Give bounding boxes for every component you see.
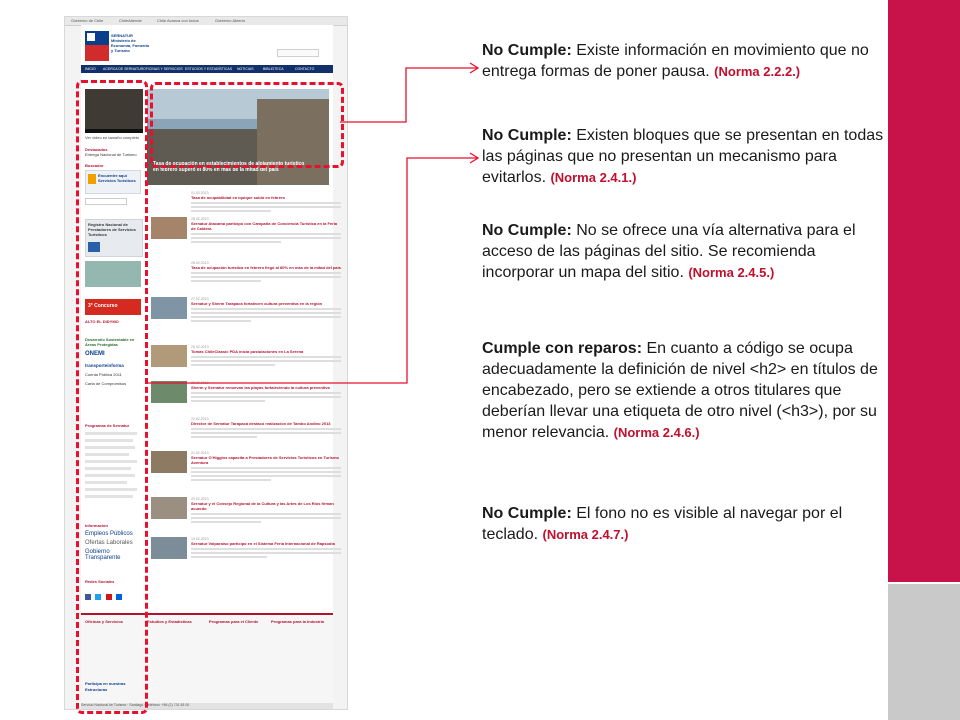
- finding-text: El fono no es visible al navegar por el teclado.: [482, 505, 843, 543]
- carta-compromisos-link[interactable]: Carta de Compromisos: [85, 381, 127, 386]
- hero-caption: Tasa de ocupación en establecimientos de alojamiento turístico en febrero superó el 80% en más de la mitad del país: [153, 161, 305, 173]
- annotation-arrow-1: [340, 63, 478, 122]
- finding-text: Existen bloques que se presentan en todas las páginas que no presentan un mecanismo para evitarlos.: [482, 127, 884, 186]
- news-item: 19.02.2013 Sernatur Valparaíso participó en el Sistema Feria Internacional de Rapsodia: [191, 537, 341, 558]
- annotation-arrow-2: [146, 153, 478, 383]
- finding-status: No Cumple:: [482, 505, 572, 522]
- news-title[interactable]: Sernatur Atacama participó con Campaña de Conciencia Turística en la Feria de Caldera: [191, 221, 338, 231]
- registro-label: Registro Nacional de Prestadores de Servicios Turísticos: [88, 222, 136, 237]
- news-item: 28.02.2013 Tasa de ocupación turística en febrero llegó al 80% en más de la mitad del país: [191, 261, 341, 282]
- topbar-link[interactable]: Chile Avanza con todos: [157, 18, 199, 23]
- empleos-link[interactable]: Empleos Públicos: [85, 531, 133, 537]
- finding-1: [482, 40, 886, 82]
- footer-bottom: Servicio Nacional de Turismo · Santiago · Teléfono: +56 (2) 731 83 00: [81, 703, 333, 710]
- logo-text: SERNATUR Ministerio de Economía, Fomento y Turismo: [111, 33, 150, 53]
- sidebar-heading: Destacados: [85, 147, 108, 152]
- news-title[interactable]: Tomas ChileClassic PDA inicia postulaciones en La Serena: [191, 349, 304, 354]
- news-item: 22.02.2013 Director de Sernatur Tarapacá destacó realización de Tambo Andino 2013: [191, 417, 341, 438]
- sidebar-link[interactable]: Entrega Nacional de Turismo: [85, 152, 137, 157]
- participa-link[interactable]: Participa en nuestras Estructuras: [85, 681, 126, 692]
- news-item: 20.02.2013 Sernatur y el Consejo Regional de la Cultura y las Artes de Los Ríos firman acuerdo: [191, 497, 341, 523]
- transporte-banner[interactable]: transporteinforma: [85, 363, 124, 368]
- news-title[interactable]: Sernatur O'Higgins capacita a Prestadores de Servicios Turísticos en Turismo Aventura: [191, 455, 339, 465]
- nav-item[interactable]: ESTUDIOS Y ESTADÍSTICAS: [185, 67, 233, 71]
- finding-status: No Cumple:: [482, 127, 572, 144]
- news-title[interactable]: Tasa de ocupabilidad en Iquique subió en febrero: [191, 195, 285, 200]
- topbar-link[interactable]: ChileAtiende: [119, 18, 142, 23]
- finding-3: [482, 220, 886, 283]
- concurso-banner[interactable]: 3° Concurso: [85, 299, 141, 315]
- news-title[interactable]: Sernatur Valparaíso participó en el Sistema Feria Internacional de Rapsodia: [191, 541, 335, 546]
- finding-5: [482, 503, 886, 545]
- news-item: 01.03.2013 Tasa de ocupabilidad en Iquique subió en febrero: [191, 191, 341, 212]
- onemi-banner[interactable]: ONEMI: [85, 351, 105, 357]
- nav-item[interactable]: ACERCA DE SERNATUR: [103, 67, 144, 71]
- topbar-link[interactable]: Gobierno Abierto: [215, 18, 246, 23]
- ofertas-link[interactable]: Ofertas Laborales: [85, 540, 133, 546]
- finding-norma: (Norma 2.4.1.): [550, 170, 637, 185]
- video-caption[interactable]: Ver video en tamaño completo: [85, 135, 140, 140]
- news-title[interactable]: Sernatur y Sherm Tarapacá fortalecen cultura preventiva en la región: [191, 301, 323, 306]
- nav-item[interactable]: NOTICIAS: [237, 67, 254, 71]
- sidebar-heading: Buscador: [85, 163, 104, 168]
- finding-status: No Cumple:: [482, 42, 572, 59]
- cuenta-publica-link[interactable]: Cuenta Pública 2011: [85, 372, 122, 377]
- news-item: 25.02.2013 Sherm y Sernatur renuevan las playas fortaleciendo la cultura preventiva: [191, 381, 341, 402]
- sidebar-heading: Redes Sociales: [85, 579, 115, 584]
- sidebar-heading: Programas de Sernatur: [85, 423, 130, 428]
- footer-heading: Oficinas y Servicios: [85, 619, 124, 624]
- nav-item[interactable]: CONTACTO: [295, 67, 315, 71]
- news-title[interactable]: Director de Sernatur Tarapacá destacó realización de Tambo Andino 2013: [191, 421, 331, 426]
- finding-text: Existe información en movimiento que no entrega formas de poner pausa.: [482, 42, 869, 80]
- finding-text: En cuanto a código se ocupa adecuadamente la definición de nivel <h2> en títulos de encabezado, pero se extiende a otros titulares que deberían llevar una etiqueta de otro nivel (<h3>), por su menor relevancia.: [482, 340, 878, 441]
- nav-item[interactable]: INICIO: [85, 67, 96, 71]
- news-title[interactable]: Tasa de ocupación turística en febrero llegó al 80% en más de la mitad del país: [191, 265, 341, 270]
- finding-4: [482, 338, 886, 443]
- alto-didymo-banner[interactable]: ALTO EL DIDYMO: [85, 319, 141, 325]
- footer-heading: Programas para la Industria: [271, 619, 324, 624]
- sidebar-heading: Información: [85, 523, 108, 528]
- gobierno-transparente-link[interactable]: Gobierno Transparente: [85, 549, 121, 561]
- footer-heading: Programas para el Cliente: [209, 619, 259, 624]
- finding-norma: (Norma 2.4.6.): [613, 425, 700, 440]
- finding-norma: (Norma 2.4.7.): [542, 527, 629, 542]
- news-item: 26.02.2013 Tomas ChileClassic PDA inicia postulaciones en La Serena: [191, 345, 341, 366]
- finding-norma: (Norma 2.2.2.): [714, 64, 801, 79]
- finder-label: Encuentre aquí Servicios Turísticos: [98, 173, 136, 183]
- topbar-link[interactable]: Gobierno de Chile: [71, 18, 104, 23]
- nav-item[interactable]: BIBLIOTECA: [263, 67, 284, 71]
- finding-2: [482, 125, 886, 188]
- news-title[interactable]: Sernatur y el Consejo Regional de la Cultura y las Artes de Los Ríos firman acuerdo: [191, 501, 334, 511]
- news-item: 27.02.2013 Sernatur y Sherm Tarapacá fortalecen cultura preventiva en la región: [191, 297, 341, 322]
- nav-item[interactable]: OFICINAS Y SERVICIOS: [143, 67, 183, 71]
- news-title[interactable]: Sherm y Sernatur renuevan las playas fortaleciendo la cultura preventiva: [191, 385, 330, 390]
- finding-status: Cumple con reparos:: [482, 340, 643, 357]
- footer-heading: Estudios y Estadísticas: [147, 619, 192, 624]
- finding-status: No Cumple:: [482, 222, 572, 239]
- finding-text: No se ofrece una vía alternativa para el acceso de las páginas del sitio. Se recomienda incorporar un mapa del sitio.: [482, 222, 856, 281]
- finding-norma: (Norma 2.4.5.): [688, 265, 775, 280]
- desarrollo-banner[interactable]: Desarrollo Sustentable en Áreas Protegidas: [85, 337, 135, 347]
- news-item: 21.02.2013 Sernatur O'Higgins capacita a Prestadores de Servicios Turísticos en Turismo Aventura: [191, 451, 341, 481]
- news-item: 28.02.2013 Sernatur Atacama participó con Campaña de Conciencia Turística en la Feria de Caldera: [191, 217, 341, 243]
